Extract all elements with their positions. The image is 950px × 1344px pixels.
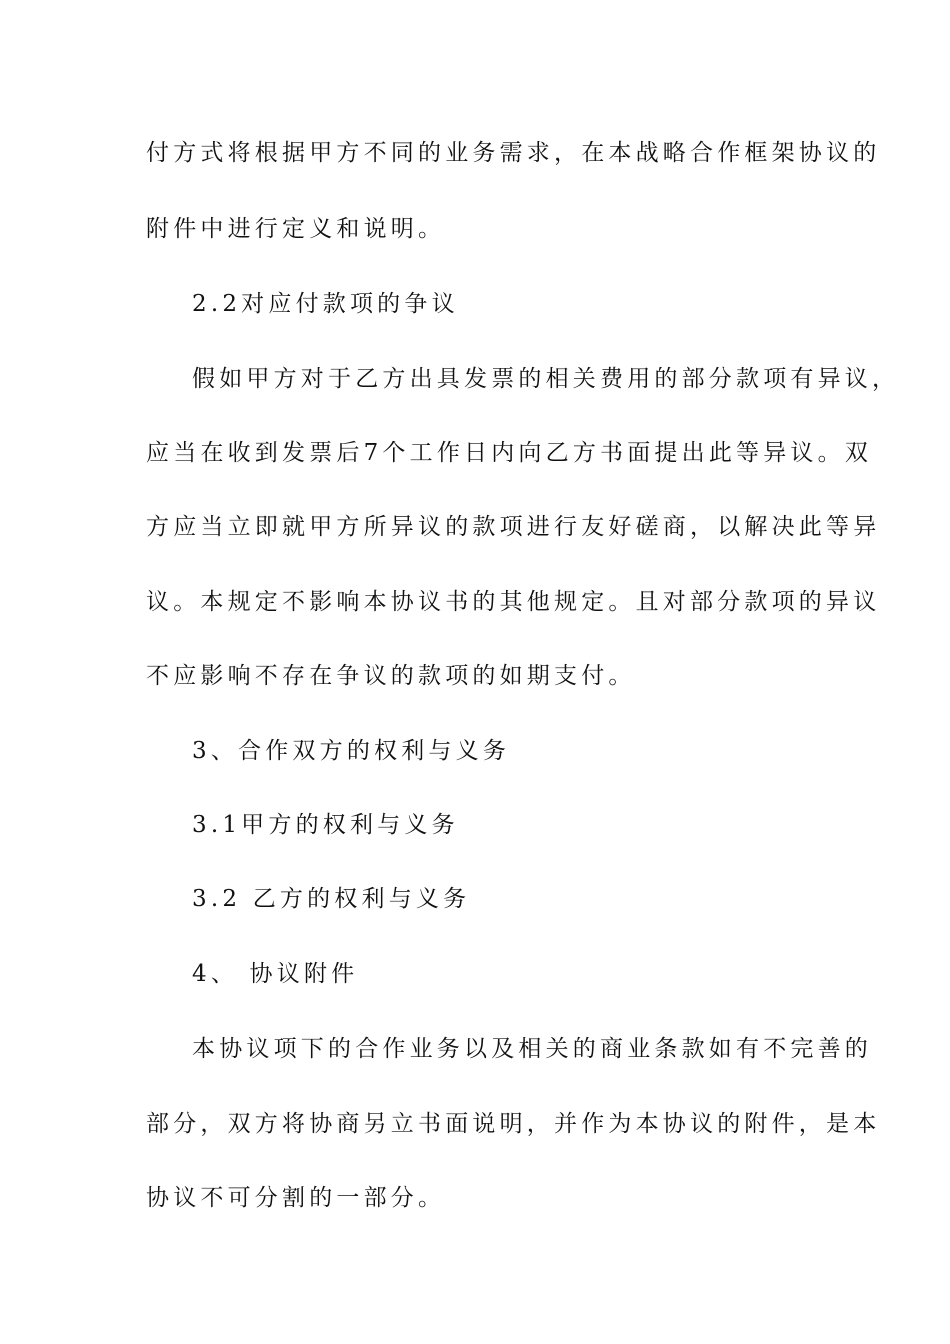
paragraph-line: 附件中进行定义和说明。 (146, 216, 446, 242)
paragraph-line: 应当在收到发票后7个工作日内向乙方书面提出此等异议。双 (146, 440, 873, 466)
paragraph-line: 假如甲方对于乙方出具发票的相关费用的部分款项有异议， (192, 366, 900, 392)
section-heading-3-1: 3.1甲方的权利与义务 (192, 812, 459, 838)
paragraph-line: 不应影响不存在争议的款项的如期支付。 (146, 663, 636, 689)
section-heading-2-2: 2.2对应付款项的争议 (192, 291, 459, 317)
section-heading-3-2: 3.2 乙方的权利与义务 (192, 886, 471, 912)
section-heading-3: 3、合作双方的权利与义务 (192, 738, 511, 764)
section-heading-4: 4、 协议附件 (192, 961, 359, 987)
paragraph-line: 方应当立即就甲方所异议的款项进行友好磋商，以解决此等异 (146, 514, 881, 540)
paragraph-line: 付方式将根据甲方不同的业务需求，在本战略合作框架协议的 (146, 140, 881, 166)
paragraph-line: 部分，双方将协商另立书面说明，并作为本协议的附件，是本 (146, 1111, 881, 1137)
paragraph-line: 本协议项下的合作业务以及相关的商业条款如有不完善的 (192, 1036, 872, 1062)
paragraph-line: 协议不可分割的一部分。 (146, 1185, 446, 1211)
paragraph-line: 议。本规定不影响本协议书的其他规定。且对部分款项的异议 (146, 589, 881, 615)
